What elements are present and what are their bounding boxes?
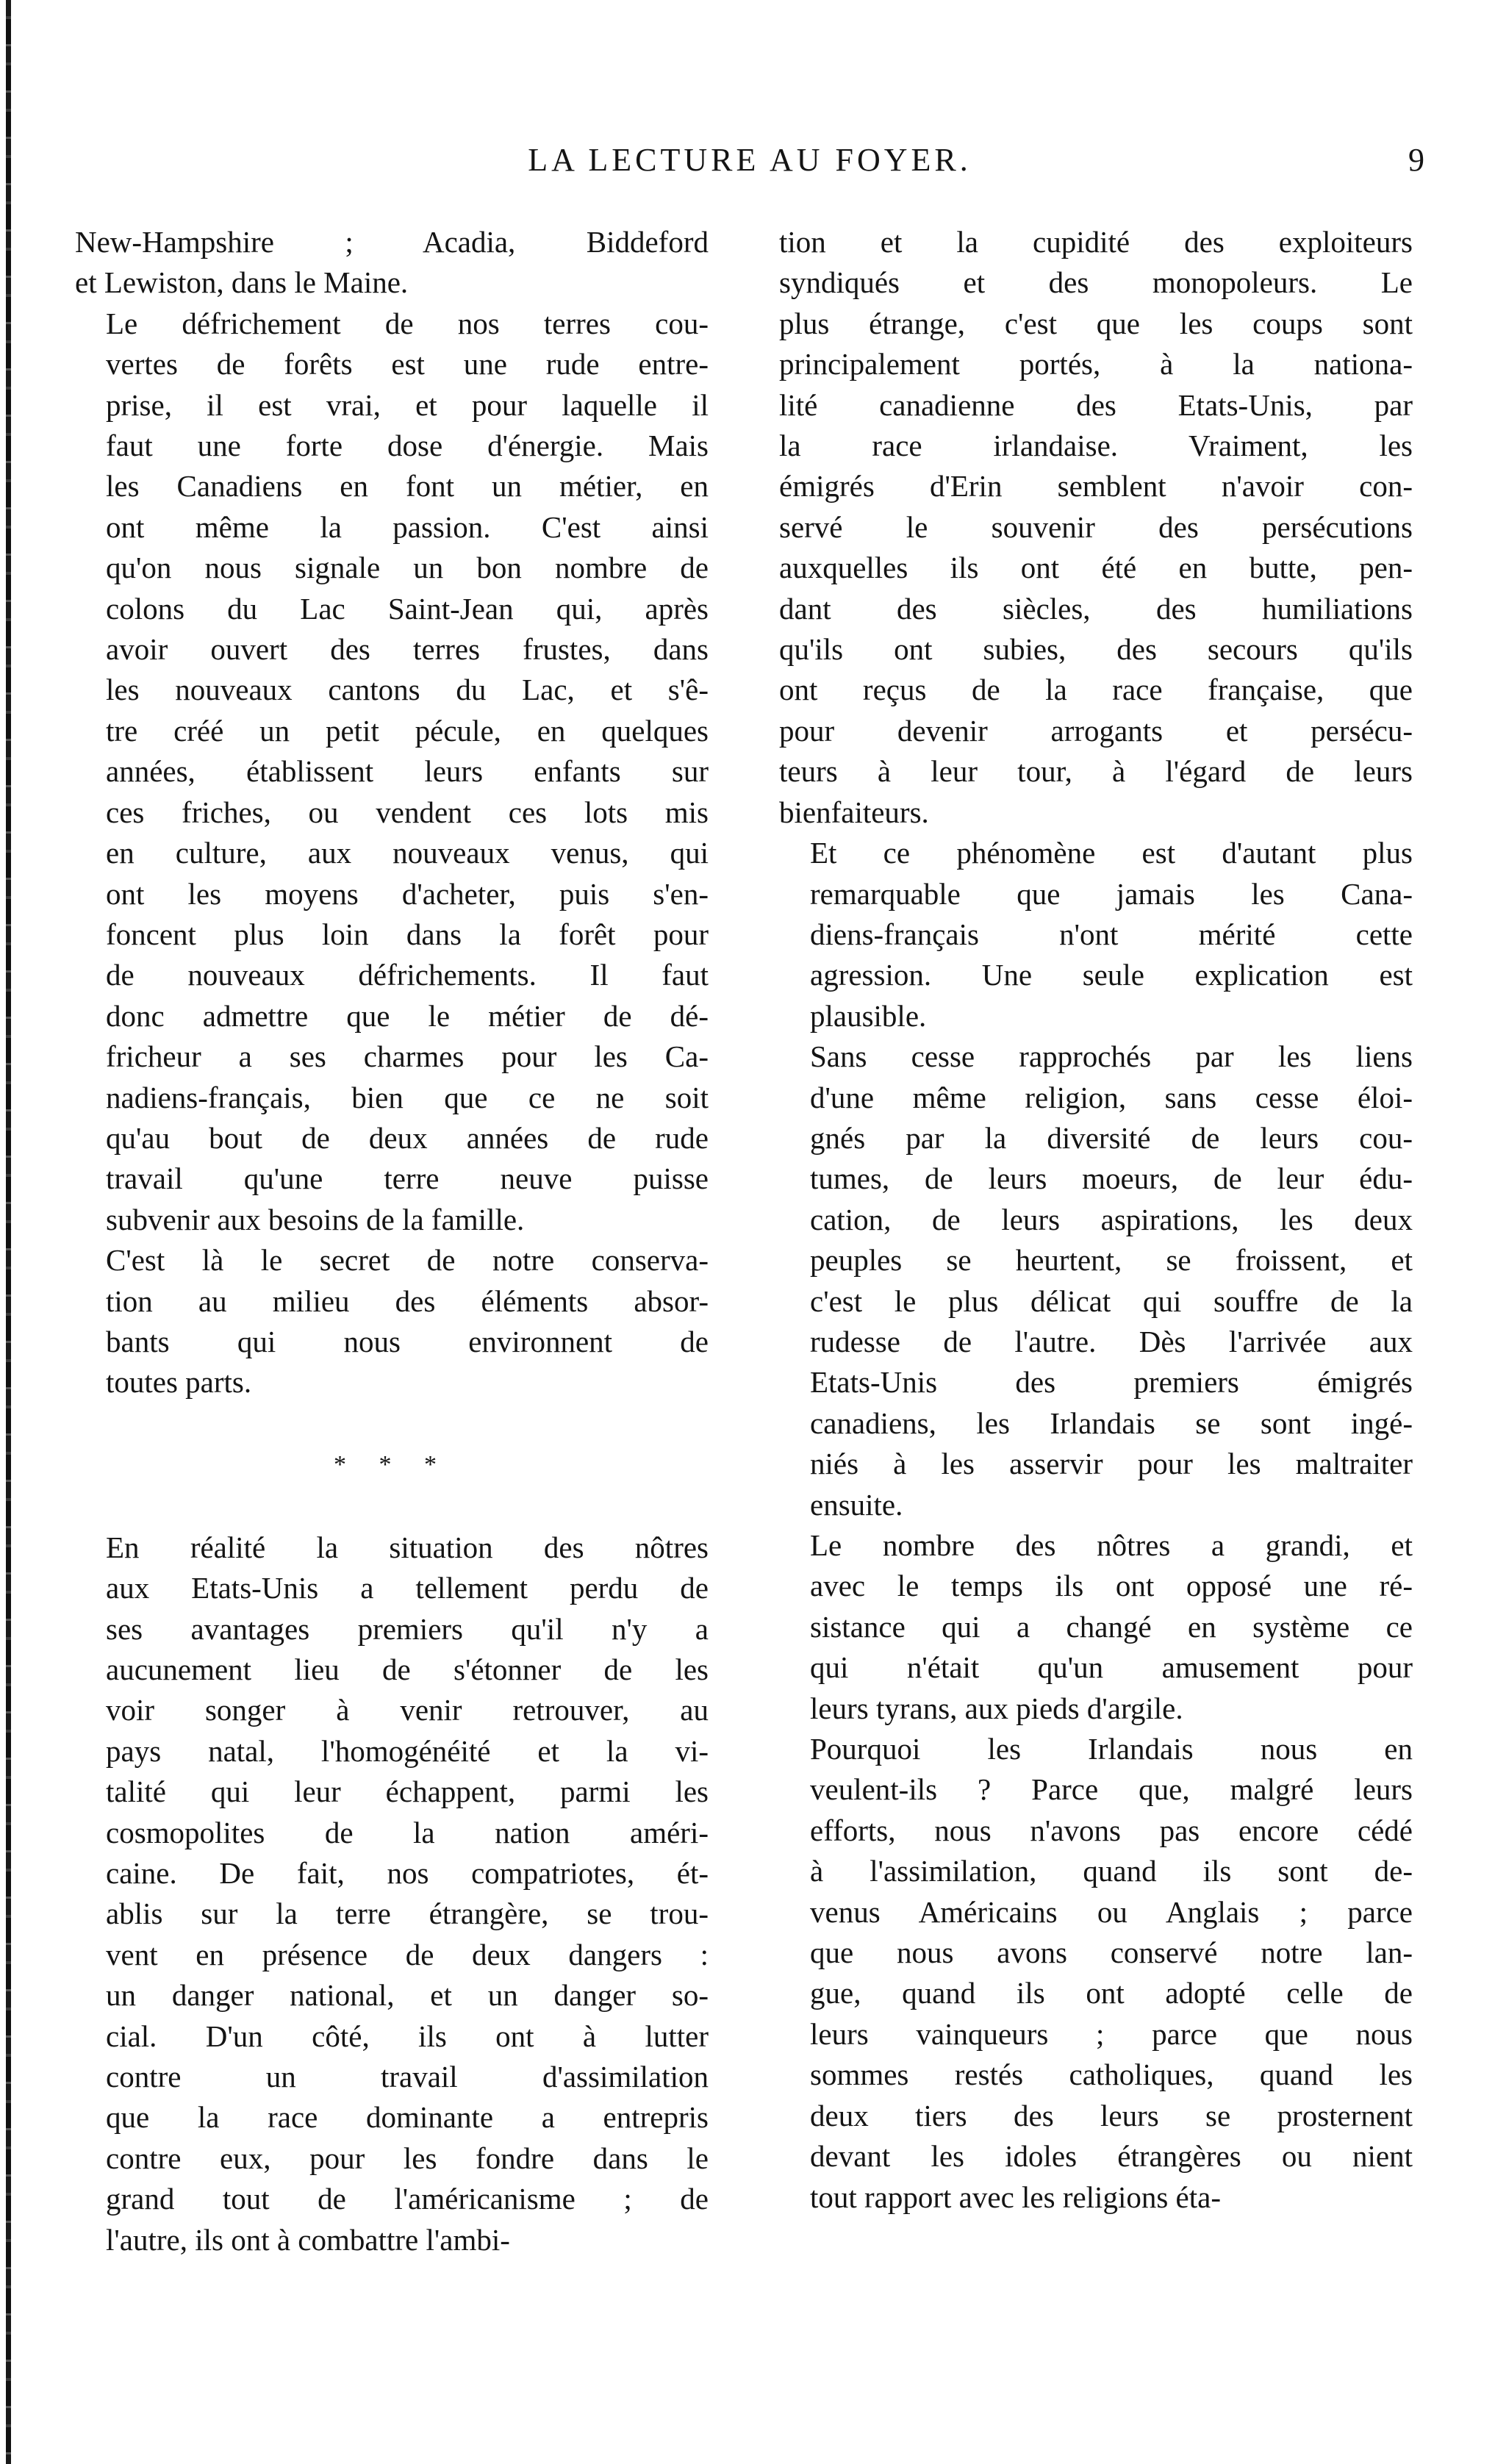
text-line: leurs tyrans, aux pieds d'argile. [810, 1691, 1183, 1725]
text-line: venus Américains ou Anglais ; parce [810, 1894, 1413, 1929]
paragraph [779, 1036, 1413, 1525]
text-line: contre eux, pour les fondre dans le [106, 2141, 709, 2175]
text-line: Sans cesse rapprochés par les liens [810, 1039, 1413, 1074]
text-line: faut une forte dose d'énergie. Mais [106, 429, 709, 463]
text-line: plausible. [810, 998, 927, 1033]
text-line: auxquelles ils ont été en butte, pen- [779, 551, 1413, 585]
text-line: colons du Lac Saint-Jean qui, après [106, 591, 709, 626]
text-line: gue, quand ils ont adopté celle de [810, 1976, 1413, 2010]
text-line: Et ce phénomène est d'autant plus [810, 836, 1413, 870]
text-line: toutes parts. [106, 1365, 252, 1400]
text-line: années, établissent leurs enfants sur [106, 754, 709, 789]
text-line: subvenir aux besoins de la famille. [106, 1202, 525, 1236]
text-line: sistance qui a changé en système ce [810, 1609, 1413, 1644]
paragraph [75, 1240, 709, 1403]
text-line: ablis sur la terre étrangère, se trou- [106, 1897, 709, 1931]
text-line: tout rapport avec les religions éta- [810, 2180, 1221, 2214]
text-line: ses avantages premiers qu'il n'y a [106, 1611, 709, 1646]
text-line: ont même la passion. C'est ainsi [106, 509, 709, 544]
text-line: Le nombre des nôtres a grandi, et [810, 1528, 1413, 1562]
paragraph [779, 1729, 1413, 2218]
text-line: travail qu'une terre neuve puisse [106, 1161, 709, 1196]
text-line: canadiens, les Irlandais se sont ingé- [810, 1405, 1413, 1440]
text-line: cation, de leurs aspirations, les deux [810, 1202, 1413, 1236]
text-line: c'est le plus délicat qui souffre de la [810, 1283, 1413, 1318]
text-line: tion au milieu des éléments absor- [106, 1283, 709, 1318]
paragraph [75, 1528, 709, 2260]
text-line: agression. Une seule explication est [810, 958, 1413, 992]
text-line: rudesse de l'autre. Dès l'arrivée aux [810, 1324, 1413, 1358]
text-line: Pourquoi les Irlandais nous en [810, 1732, 1413, 1766]
text-line: que la race dominante a entrepris [106, 2100, 709, 2135]
text-line: veulent-ils ? Parce que, malgré leurs [810, 1772, 1413, 1807]
text-line: que nous avons conservé notre lan- [810, 1935, 1413, 1970]
text-line: et Lewiston, dans le Maine. [75, 265, 409, 300]
left-column [75, 222, 709, 2260]
paragraph [779, 1525, 1413, 1729]
running-title: LA LECTURE AU FOYER. [528, 142, 972, 178]
text-line: dant des siècles, des humiliations [779, 591, 1413, 626]
text-line: deux tiers des leurs se prosternent [810, 2098, 1413, 2132]
text-line: qu'ils ont subies, des secours qu'ils [779, 632, 1413, 667]
text-line: un danger national, et un danger so- [106, 1978, 709, 2013]
text-line: les Canadiens en font un métier, en [106, 469, 709, 504]
paragraph [779, 833, 1413, 1036]
text-line: contre un travail d'assimilation [106, 2060, 709, 2094]
text-line: à l'assimilation, quand ils sont de- [810, 1854, 1413, 1888]
section-divider: * * * [334, 1450, 450, 1478]
text-line: nadiens-français, bien que ce ne soit [106, 1080, 709, 1114]
text-line: qui n'était qu'un amusement pour [810, 1650, 1413, 1685]
paragraph [779, 222, 1413, 833]
text-line: efforts, nous n'avons pas encore cédé [810, 1813, 1413, 1847]
text-line: tumes, de leurs moeurs, de leur édu- [810, 1161, 1413, 1196]
text-line: C'est là le secret de notre conserva- [106, 1243, 709, 1278]
text-line: grand tout de l'américanisme ; de [106, 2182, 709, 2216]
text-line: bienfaiteurs. [779, 795, 929, 829]
text-line: tre créé un petit pécule, en quelques [106, 713, 709, 748]
text-line: aucunement lieu de s'étonner de les [106, 1652, 709, 1686]
text-line: sommes restés catholiques, quand les [810, 2057, 1413, 2092]
text-line: cosmopolites de la nation améri- [106, 1815, 709, 1849]
text-line: ont les moyens d'acheter, puis s'en- [106, 876, 709, 911]
text-line: principalement portés, à la nationa- [779, 347, 1413, 382]
text-line: remarquable que jamais les Cana- [810, 876, 1413, 911]
text-line: avoir ouvert des terres frustes, dans [106, 632, 709, 667]
text-line: tion et la cupidité des exploiteurs [779, 225, 1413, 259]
text-line: teurs à leur tour, à l'égard de leurs [779, 754, 1413, 789]
paragraph [75, 304, 709, 1240]
running-header [0, 138, 1495, 182]
text-line: en culture, aux nouveaux venus, qui [106, 836, 709, 870]
text-line: aux Etats-Unis a tellement perdu de [106, 1571, 709, 1605]
text-line: lité canadienne des Etats-Unis, par [779, 387, 1413, 422]
text-line: niés à les asservir pour les maltraiter [810, 1447, 1413, 1481]
text-line: prise, il est vrai, et pour laquelle il [106, 387, 709, 422]
text-line: bants qui nous environnent de [106, 1324, 709, 1358]
text-line: foncent plus loin dans la forêt pour [106, 917, 709, 951]
page-number: 9 [1408, 142, 1424, 178]
text-line: pays natal, l'homogénéité et la vi- [106, 1733, 709, 1768]
text-line: Etats-Unis des premiers émigrés [810, 1365, 1413, 1400]
text-line: fricheur a ses charmes pour les Ca- [106, 1039, 709, 1074]
text-line: leurs vainqueurs ; parce que nous [810, 2016, 1413, 2051]
text-line: gnés par la diversité de leurs cou- [810, 1120, 1413, 1155]
text-line: l'autre, ils ont à combattre l'ambi- [106, 2222, 510, 2257]
text-line: les nouveaux cantons du Lac, et s'ê- [106, 673, 709, 707]
text-line: donc admettre que le métier de dé- [106, 998, 709, 1033]
text-line: émigrés d'Erin semblent n'avoir con- [779, 469, 1413, 504]
text-line: d'une même religion, sans cesse éloi- [810, 1080, 1413, 1114]
text-line: talité qui leur échappent, parmi les [106, 1774, 709, 1809]
paragraph [75, 222, 709, 304]
text-line: syndiqués et des monopoleurs. Le [779, 265, 1413, 300]
text-line: caine. De fait, nos compatriotes, ét- [106, 1856, 709, 1891]
text-line: cial. D'un côté, ils ont à lutter [106, 2019, 709, 2053]
text-line: pour devenir arrogants et persécu- [779, 713, 1413, 748]
text-line: New-Hampshire ; Acadia, Biddeford [75, 225, 709, 259]
text-line: avec le temps ils ont opposé une ré- [810, 1569, 1413, 1603]
text-line: vent en présence de deux dangers : [106, 1937, 709, 1971]
text-line: plus étrange, c'est que les coups sont [779, 306, 1413, 340]
text-line: ensuite. [810, 1487, 903, 1522]
text-line: de nouveaux défrichements. Il faut [106, 958, 709, 992]
text-line: ont reçus de la race française, que [779, 673, 1413, 707]
text-line: voir songer à venir retrouver, au [106, 1693, 709, 1727]
right-column [779, 222, 1413, 2218]
binding-edge [6, 0, 11, 2464]
text-line: Le défrichement de nos terres cou- [106, 306, 709, 340]
text-line: devant les idoles étrangères ou nient [810, 2139, 1413, 2174]
text-line: qu'au bout de deux années de rude [106, 1120, 709, 1155]
text-line: qu'on nous signale un bon nombre de [106, 551, 709, 585]
text-line: peuples se heurtent, se froissent, et [810, 1243, 1413, 1278]
text-line: servé le souvenir des persécutions [779, 509, 1413, 544]
text-line: En réalité la situation des nôtres [106, 1530, 709, 1564]
text-line: ces friches, ou vendent ces lots mis [106, 795, 709, 829]
text-line: la race irlandaise. Vraiment, les [779, 429, 1413, 463]
text-line: vertes de forêts est une rude entre- [106, 347, 709, 382]
text-line: diens-français n'ont mérité cette [810, 917, 1413, 951]
